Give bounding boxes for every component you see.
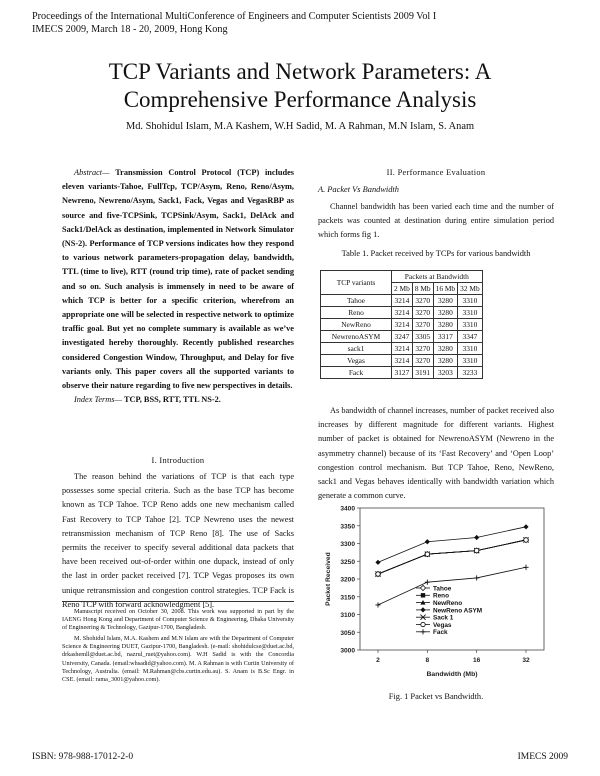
packet-vs-bandwidth-chart — [318, 500, 554, 690]
table-cell: 3214 — [392, 343, 413, 355]
table-cell: 3310 — [458, 319, 483, 331]
data-point-fack — [523, 565, 528, 570]
y-tick-label: 3400 — [340, 505, 355, 513]
table-cell: 3310 — [458, 295, 483, 307]
table-cell: 3247 — [392, 331, 413, 343]
footnote — [62, 608, 294, 684]
footnote-divider — [62, 601, 294, 602]
table-row — [321, 331, 483, 343]
table-cell: 3191 — [412, 367, 433, 379]
table-cell: 3310 — [458, 355, 483, 367]
footer-isbn: ISBN: 978-988-17012-2-0 — [32, 752, 134, 762]
y-tick-label: 3300 — [340, 541, 355, 548]
data-point-newreno-asym — [425, 539, 430, 544]
y-tick-label: 3100 — [340, 612, 355, 619]
legend-label-fack: Fack — [433, 629, 448, 637]
performance-intro — [318, 200, 554, 243]
x-tick-label: 2 — [376, 657, 380, 664]
table-cell: 3127 — [392, 367, 413, 379]
data-point-vegas — [474, 548, 478, 552]
section-heading-performance: II. Performance Evaluation — [386, 168, 486, 177]
data-point-fack — [375, 602, 380, 607]
legend-marker-newreno-asym — [420, 607, 425, 612]
y-tick-label: 3050 — [340, 629, 355, 637]
y-tick-label: 3250 — [340, 558, 355, 566]
figure-caption: Fig. 1 Packet vs Bandwidth. — [388, 692, 484, 701]
legend-marker-reno — [421, 593, 425, 597]
title-line-1: TCP Variants and Network Parameters: A — [108, 59, 492, 84]
table-cell: 3214 — [392, 319, 413, 331]
table-cell: 3270 — [412, 319, 433, 331]
table-cell: 3214 — [392, 307, 413, 319]
table-caption: Table 1. Packet received by TCPs for various bandwidth — [341, 249, 531, 258]
table-col-header: 2 Mb — [392, 283, 413, 295]
table-group-header: Packets at Bandwidth — [392, 271, 483, 283]
abstract — [62, 166, 294, 407]
table-cell: 3347 — [458, 331, 483, 343]
performance-paragraph-1: Channel bandwidth has been varied each time and the number of packets was counted at destination during entire simulation period which forms fig 1. — [318, 202, 554, 240]
header-line-1: Proceedings of the International MultiConference of Engineers and Computer Scientists 2009 Vol I — [32, 11, 437, 22]
table-cell: 3270 — [412, 307, 433, 319]
header-line-2: IMECS 2009, March 18 - 20, 2009, Hong Kong — [32, 24, 228, 35]
data-point-vegas — [425, 552, 429, 556]
introduction-body — [62, 470, 294, 612]
introduction-paragraph: The reason behind the variations of TCP is that each type possesses some special criteria. Such as the base TCP has become known as TCP Tahoe. TCP Reno adds one new mechanism called Fast Recovery to TCP Tahoe [2]. TCP Newreno uses the newest retransmission mechanism of TCP Reno [8]. The use of Sacks permits the receiver to specify several additional data packets that have been received out-of-order within one dupack, instead of only the last in order packet received [7]. TCP Vegas proposes its own unique retransmission and congestion control strategies. TCP Fack is Reno TCP with forward acknowledgment [5]. — [62, 472, 294, 609]
author-list: Md. Shohidul Islam, M.A Kashem, W.H Sadid, M. A Rahman, M.N Islam, S. Anam — [125, 121, 475, 132]
table-col-header: 32 Mb — [458, 283, 483, 295]
legend-label-reno: Reno — [433, 592, 449, 600]
table-cell: 3214 — [392, 355, 413, 367]
index-terms-body: TCP, BSS, RTT, TTL NS-2. — [123, 395, 221, 405]
footer-conference: IMECS 2009 — [517, 752, 568, 762]
x-tick-label: 8 — [425, 657, 430, 664]
data-point-fack — [425, 580, 430, 585]
table-cell: 3280 — [433, 355, 458, 367]
table-cell: 3280 — [433, 319, 458, 331]
table-col-header: 16 Mb — [433, 283, 458, 295]
table-corner-header: TCP variants — [321, 271, 392, 295]
table-row — [321, 319, 483, 331]
results-table — [320, 270, 483, 379]
table-cell: 3280 — [433, 307, 458, 319]
table-cell: 3305 — [412, 331, 433, 343]
title-line-2: Comprehensive Performance Analysis — [123, 87, 477, 112]
data-point-vegas — [524, 538, 528, 542]
table-cell-variant: NewrenoASYM — [321, 331, 392, 343]
table-cell: 3270 — [412, 295, 433, 307]
table-cell: 3280 — [433, 343, 458, 355]
legend-label-newreno-asym: NewReno ASYM — [433, 607, 483, 615]
data-point-newreno-asym — [375, 560, 380, 565]
table-cell-variant: Vegas — [321, 355, 392, 367]
series-line-vegas — [378, 540, 526, 574]
abstract-body: Transmission Control Protocol (TCP) includes eleven variants-Tahoe, FullTcp, TCP/Asym, Reno, Reno/Asym, Newreno, Newreno/Asym, Sack1, Fack, Vegas and VegasRBP as source and five-TCPSink, TCPSink/Asym, Sack1, DelAck and Sack1/DelAck as destination, implemented in Network Simulator (NS-2). Performance of TCP versions indicates how they respond to various network parameters-propagation delay, bandwidth, TTL (time to live), RTT (round trip time), rate of packet sending and so on. Such analysis is immensely in need to be aware of which TCP is better for a specific criterion, wherefrom an appropriate one will be selected in respective network to optimize traffic goal. But yet no complete summary is available as we’ve investigated hereby thoroughly. Recently published researches considered Congestion Window, Throughput, and Delay for five variants only. This paper covers all the supported variants to observe their nature regarding to five new perspectives in details. — [62, 168, 294, 391]
index-terms — [62, 393, 294, 407]
table-cell: 3310 — [458, 343, 483, 355]
footnote-manuscript: Manuscript received on October 30, 2008. This work was supported in part by the IAENG Hong Kong and Department of Computer Science & Engineering, Dhaka University of Engineering & Technology, Gazipur-1700, Bangladesh. — [62, 608, 294, 632]
performance-discussion — [318, 404, 554, 503]
table-cell: 3270 — [412, 355, 433, 367]
x-axis-label: Bandwidth (Mb) — [426, 671, 478, 678]
table-row — [321, 307, 483, 319]
table-cell: 3214 — [392, 295, 413, 307]
table-cell: 3203 — [433, 367, 458, 379]
y-tick-label: 3000 — [340, 647, 355, 655]
table-cell-variant: NewReno — [321, 319, 392, 331]
table-cell-variant: sack1 — [321, 343, 392, 355]
table-cell: 3233 — [458, 367, 483, 379]
table-cell-variant: Tahoe — [321, 295, 392, 307]
y-tick-label: 3350 — [340, 523, 355, 531]
running-header — [32, 10, 436, 36]
data-point-fack — [474, 575, 479, 580]
table-cell-variant: Fack — [321, 367, 392, 379]
data-point-newreno-asym — [523, 524, 528, 529]
legend-label-tahoe: Tahoe — [433, 585, 452, 593]
data-point-newreno-asym — [474, 535, 479, 540]
legend-marker-vegas — [421, 622, 425, 626]
paper-title — [0, 58, 600, 114]
table-row — [321, 295, 483, 307]
x-tick-label: 16 — [472, 657, 481, 664]
legend-marker-tahoe — [420, 585, 425, 590]
performance-paragraph-2: As bandwidth of channel increases, number of packet received also increases by different magnitude for different variants. Highest number of packet is obtained for NewrenoASYM (Newreno in the asymmetry channel) because of its ‘Fast Recovery’ and ‘Open Loop’ congestion control mechanism. But TCP Tahoe, Reno, NewReno, sack1 and Vegas behaves identically with bandwidth variation which generate a common curve. — [318, 406, 554, 501]
plot-area — [360, 508, 544, 650]
section-heading-introduction: I. Introduction — [151, 456, 205, 465]
index-terms-lead: Index Terms— — [74, 395, 122, 405]
subsection-heading: A. Packet Vs Bandwidth — [318, 185, 399, 194]
legend-label-sack-1: Sack 1 — [433, 614, 454, 622]
x-tick-label: 32 — [522, 657, 530, 664]
legend-label-newreno: NewReno — [433, 600, 463, 607]
data-point-vegas — [376, 572, 380, 576]
y-axis-label: Packet Received — [325, 552, 332, 606]
y-tick-label: 3200 — [340, 576, 355, 584]
legend-label-vegas: Vegas — [433, 621, 452, 629]
table-cell: 3310 — [458, 307, 483, 319]
table-cell: 3280 — [433, 295, 458, 307]
table-row — [321, 367, 483, 379]
legend-marker-fack — [420, 629, 425, 634]
table-cell: 3270 — [412, 343, 433, 355]
table-cell-variant: Reno — [321, 307, 392, 319]
footnote-affiliations: M. Shohidul Islam, M.A. Kashem and M.N Islam are with the Department of Computer Science & Engineering DUET, Gazipur-1700, Bangladesh. (e-mail: shohidulcse@duet.ac.bd, drkashemll@duet.ac.bd, nazrul_ruet@yahoo.com). W.H Sadid is with the Concordia University, Canada. (email:whsadid@yahoo.com). M. A Rahman is with Curtin University of Technology, Australia. (email: M.Rahman@cbs.curtin.edu.au). S. Anam is B.Sc Engr. in CSE. (email: rama_3001@yahoo.com). — [62, 635, 294, 683]
table-col-header: 8 Mb — [412, 283, 433, 295]
y-tick-label: 3150 — [340, 594, 355, 602]
abstract-lead: Abstract— — [74, 168, 110, 177]
table-row — [321, 355, 483, 367]
table-row — [321, 343, 483, 355]
table-cell: 3317 — [433, 331, 458, 343]
